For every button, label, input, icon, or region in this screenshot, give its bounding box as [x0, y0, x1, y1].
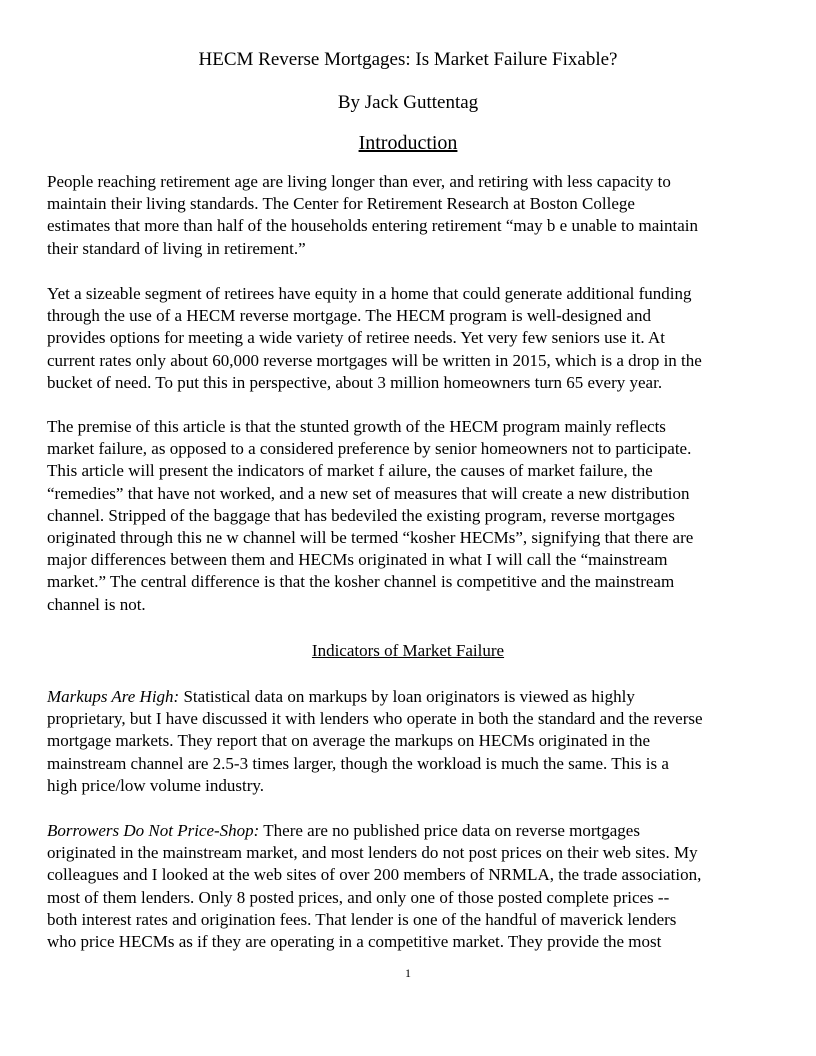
text-line: This article will present the indicators of market f ailure, the causes of market failure, the	[47, 461, 653, 481]
text-line: originated in the mainstream market, and most lenders do not post prices on their web sites. My	[47, 843, 698, 863]
paragraph-price-shop	[47, 820, 775, 953]
text-line-rest: There are no published price data on reverse mortgages	[259, 821, 640, 840]
text-line: estimates that more than half of the households entering retirement “may b e unable to maintain	[47, 216, 698, 236]
text-line: major differences between them and HECMs originated in what I will call the “mainstream	[47, 550, 668, 570]
text-line: provides options for meeting a wide variety of retiree needs. Yet very few seniors use it. At	[47, 328, 665, 348]
page-number: 1	[405, 966, 411, 980]
text-line: who price HECMs as if they are operating in a competitive market. They provide the most	[47, 932, 662, 952]
text-line: maintain their living standards. The Center for Retirement Research at Boston College	[47, 194, 635, 214]
text-line	[47, 686, 775, 708]
introduction-heading: Introduction	[358, 132, 458, 154]
paragraph-markups	[47, 686, 775, 797]
text-line: high price/low volume industry.	[47, 775, 265, 795]
text-line: People reaching retirement age are living longer than ever, and retiring with less capacity to	[47, 172, 671, 191]
text-line: colleagues and I looked at the web sites of over 200 members of NRMLA, the trade association,	[47, 865, 702, 885]
document-title: HECM Reverse Mortgages: Is Market Failure Fixable?	[198, 49, 618, 70]
text-line: proprietary, but I have discussed it with lenders who operate in both the standard and the reverse	[47, 709, 703, 729]
text-line: Yet a sizeable segment of retirees have equity in a home that could generate additional funding	[47, 284, 692, 303]
document-author: By Jack Guttentag	[337, 92, 479, 113]
paragraph-3	[47, 416, 775, 616]
paragraph-1	[47, 171, 775, 260]
paragraph-2	[47, 283, 775, 394]
text-line-rest: Statistical data on markups by loan originators is viewed as highly	[179, 687, 635, 706]
text-line: originated through this ne w channel will be termed “kosher HECMs”, signifying that there are	[47, 528, 694, 548]
text-line: their standard of living in retirement.”	[47, 238, 306, 258]
paragraph-lead-in: Borrowers Do Not Price-Shop:	[47, 821, 260, 840]
text-line: bucket of need. To put this in perspective, about 3 million homeowners turn 65 every year.	[47, 372, 663, 392]
text-line: market failure, as opposed to a considered preference by senior homeowners not to participate.	[47, 439, 692, 459]
text-line: mainstream channel are 2.5-3 times larger, though the workload is much the same. This is a	[47, 753, 669, 773]
text-line: channel is not.	[47, 594, 146, 614]
text-line: market.” The central difference is that the kosher channel is competitive and the mainstream	[47, 572, 675, 592]
text-line: most of them lenders. Only 8 posted prices, and only one of those posted complete prices --	[47, 887, 670, 907]
text-line: channel. Stripped of the baggage that has bedeviled the existing program, reverse mortgages	[47, 505, 675, 525]
text-line: current rates only about 60,000 reverse mortgages will be written in 2015, which is a drop in the	[47, 350, 702, 370]
text-line: “remedies” that have not worked, and a new set of measures that will create a new distribution	[47, 483, 690, 503]
paragraph-lead-in: Markups Are High:	[47, 687, 180, 706]
text-line	[47, 820, 775, 842]
text-line: The premise of this article is that the stunted growth of the HECM program mainly reflects	[47, 417, 666, 436]
text-line: through the use of a HECM reverse mortgage. The HECM program is well-designed and	[47, 306, 651, 326]
text-line: both interest rates and origination fees. That lender is one of the handful of maverick lenders	[47, 909, 677, 929]
text-line: mortgage markets. They report that on average the markups on HECMs originated in the	[47, 731, 651, 751]
indicators-heading: Indicators of Market Failure	[311, 641, 505, 660]
